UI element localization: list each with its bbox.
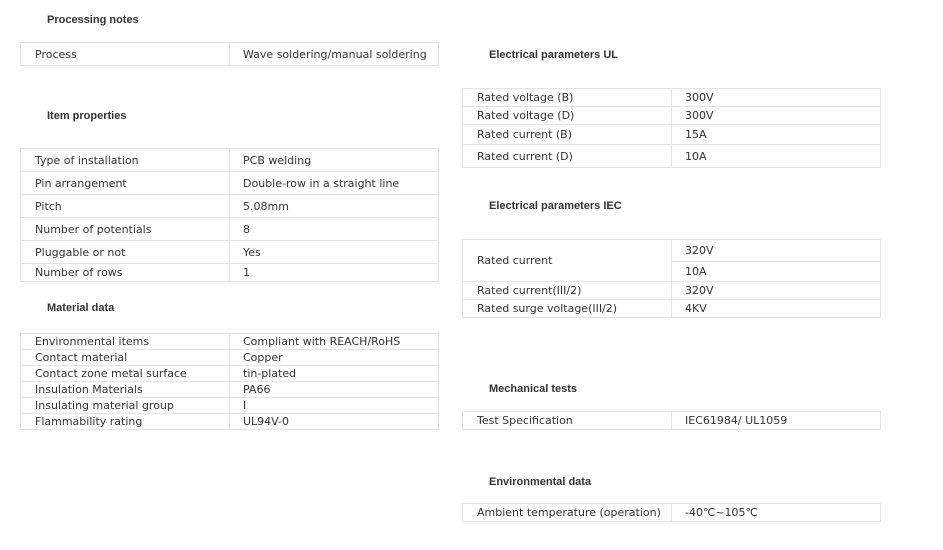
row-label: Rated voltage (D)	[463, 107, 672, 125]
row-label: Flammability rating	[21, 414, 230, 430]
mechanical-tests-heading: Mechanical tests	[489, 383, 578, 395]
row-value: 10A	[672, 262, 881, 282]
table-row	[21, 43, 439, 66]
table-row	[21, 366, 439, 382]
row-label: Process	[21, 43, 230, 66]
table-row	[21, 241, 439, 264]
row-label: Rated surge voltage(III/2)	[463, 300, 672, 318]
electrical-iec-heading: Electrical parameters IEC	[489, 200, 622, 212]
row-value: PA66	[230, 382, 439, 398]
electrical-iec-table	[462, 239, 881, 318]
row-value: Copper	[230, 350, 439, 366]
table-row	[463, 240, 881, 262]
row-value: Wave soldering/manual soldering	[230, 43, 439, 66]
electrical-ul-table	[462, 88, 881, 168]
row-value: PCB welding	[230, 149, 439, 172]
row-value: 8	[230, 218, 439, 241]
row-label: Number of potentials	[21, 218, 230, 241]
row-value: -40℃~105℃	[672, 504, 881, 522]
table-row	[463, 145, 881, 168]
table-row	[21, 218, 439, 241]
table-row	[463, 504, 881, 522]
environmental-data-heading: Environmental data	[489, 476, 592, 488]
row-value: 320V	[672, 240, 881, 262]
table-row	[21, 414, 439, 430]
row-value: Compliant with REACH/RoHS	[230, 334, 439, 350]
row-label: Type of installation	[21, 149, 230, 172]
material-data-heading: Material data	[47, 302, 115, 314]
row-label: Insulating material group	[21, 398, 230, 414]
row-label: Contact zone metal surface	[21, 366, 230, 382]
row-value: Yes	[230, 241, 439, 264]
row-value: 300V	[672, 107, 881, 125]
row-value: 5.08mm	[230, 195, 439, 218]
row-label: Rated current (B)	[463, 125, 672, 145]
table-row	[463, 282, 881, 300]
table-row	[463, 125, 881, 145]
row-label: Pitch	[21, 195, 230, 218]
row-label: Rated current(III/2)	[463, 282, 672, 300]
row-value: IEC61984/ UL1059	[672, 412, 881, 430]
row-label: Ambient temperature (operation)	[463, 504, 672, 522]
table-row	[463, 412, 881, 430]
table-row	[21, 172, 439, 195]
processing-notes-table	[20, 42, 439, 66]
item-properties-table	[20, 148, 439, 282]
row-value: Double-row in a straight line	[230, 172, 439, 195]
table-row	[21, 398, 439, 414]
electrical-ul-heading: Electrical parameters UL	[489, 49, 619, 61]
mechanical-tests-table	[462, 411, 881, 430]
row-value: 300V	[672, 89, 881, 107]
table-row	[463, 300, 881, 318]
row-value: Ⅰ	[230, 398, 439, 414]
table-row	[21, 350, 439, 366]
row-label: Environmental items	[21, 334, 230, 350]
row-value: 10A	[672, 145, 881, 168]
table-row	[21, 195, 439, 218]
table-row	[21, 149, 439, 172]
row-value: tin-plated	[230, 366, 439, 382]
table-row	[21, 264, 439, 282]
table-row	[463, 89, 881, 107]
row-label: Pin arrangement	[21, 172, 230, 195]
row-value: 1	[230, 264, 439, 282]
row-value: 4KV	[672, 300, 881, 318]
table-row	[21, 334, 439, 350]
processing-notes-heading: Processing notes	[47, 14, 139, 26]
row-label: Insulation Materials	[21, 382, 230, 398]
row-label: Rated current	[463, 240, 672, 282]
row-value: 15A	[672, 125, 881, 145]
row-value: 320V	[672, 282, 881, 300]
row-label: Pluggable or not	[21, 241, 230, 264]
row-label: Rated voltage (B)	[463, 89, 672, 107]
row-label: Contact material	[21, 350, 230, 366]
row-value: UL94V-0	[230, 414, 439, 430]
row-label: Number of rows	[21, 264, 230, 282]
environmental-data-table	[462, 503, 881, 522]
table-row	[21, 382, 439, 398]
row-label: Rated current (D)	[463, 145, 672, 168]
table-row	[463, 107, 881, 125]
item-properties-heading: Item properties	[47, 110, 127, 122]
row-label: Test Specification	[463, 412, 672, 430]
material-data-table	[20, 333, 439, 430]
